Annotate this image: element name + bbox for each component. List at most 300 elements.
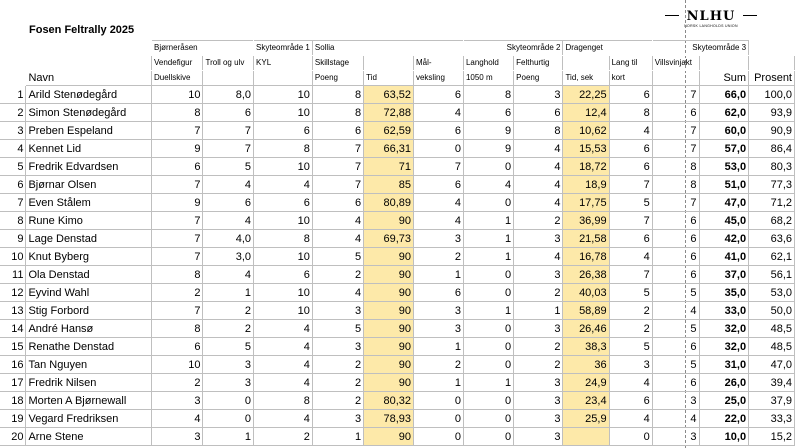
felthurtig-tid-cell: 26,46 bbox=[563, 320, 609, 338]
rank-number: 19 bbox=[1, 410, 26, 428]
skillstage-poeng-cell: 4 bbox=[312, 212, 363, 230]
malveksling-cell: 1 bbox=[413, 266, 463, 284]
langhold-cell: 9 bbox=[463, 122, 513, 140]
vendefigur-cell: 2 bbox=[152, 284, 203, 302]
felthurtig-tid-cell: 38,3 bbox=[563, 338, 609, 356]
sum-cell: 33,0 bbox=[699, 302, 749, 320]
skillstage-poeng-cell: 8 bbox=[312, 86, 363, 104]
villsvinjakt-cell: 8 bbox=[652, 176, 699, 194]
troll-og-ulv-cell: 1 bbox=[203, 428, 254, 446]
vendefigur-cell: 8 bbox=[152, 266, 203, 284]
competitor-name: Kennet Lid bbox=[26, 140, 152, 158]
villsvinjakt-cell: 8 bbox=[652, 158, 699, 176]
table-row bbox=[1, 230, 800, 248]
logo-subtitle: NORSK LANGHOLDS UNION bbox=[684, 24, 738, 28]
langhold-cell: 0 bbox=[463, 356, 513, 374]
kyl-cell: 10 bbox=[254, 212, 313, 230]
kyl-cell: 8 bbox=[254, 140, 313, 158]
table-row bbox=[1, 194, 800, 212]
sum-cell: 35,0 bbox=[699, 284, 749, 302]
villsvinjakt-cell: 7 bbox=[652, 140, 699, 158]
skillstage-poeng-cell: 5 bbox=[312, 320, 363, 338]
vendefigur-cell: 3 bbox=[152, 392, 203, 410]
kyl-cell: 10 bbox=[254, 284, 313, 302]
table-row bbox=[1, 392, 800, 410]
skillstage-poeng-cell: 1 bbox=[312, 428, 363, 446]
kyl-cell: 4 bbox=[254, 320, 313, 338]
villsvinjakt-cell: 5 bbox=[652, 284, 699, 302]
rank-number: 11 bbox=[1, 266, 26, 284]
col-header-11b bbox=[652, 71, 699, 86]
rank-number: 7 bbox=[1, 194, 26, 212]
skillstage-poeng-cell: 3 bbox=[312, 338, 363, 356]
percent-cell: 68,2 bbox=[749, 212, 795, 230]
troll-og-ulv-cell: 7 bbox=[203, 140, 254, 158]
percent-cell: 77,3 bbox=[749, 176, 795, 194]
villsvinjakt-cell: 4 bbox=[652, 302, 699, 320]
malveksling-cell: 4 bbox=[413, 194, 463, 212]
sum-cell: 25,0 bbox=[699, 392, 749, 410]
percent-cell: 33,3 bbox=[749, 410, 795, 428]
sum-cell: 62,0 bbox=[699, 104, 749, 122]
vendefigur-cell: 8 bbox=[152, 104, 203, 122]
felthurtig-poeng-cell: 3 bbox=[514, 230, 563, 248]
troll-og-ulv-cell: 3,0 bbox=[203, 248, 254, 266]
sum-cell: 60,0 bbox=[699, 122, 749, 140]
felthurtig-poeng-cell: 2 bbox=[514, 338, 563, 356]
col-header-1b: Duellskive bbox=[152, 71, 203, 86]
felthurtig-poeng-cell: 3 bbox=[514, 428, 563, 446]
villsvinjakt-cell: 4 bbox=[652, 410, 699, 428]
logo-left-bar bbox=[665, 15, 679, 16]
skillstage-tid-cell: 90 bbox=[364, 338, 414, 356]
sheet-title: Fosen Feltrally 2025 bbox=[29, 24, 135, 36]
kyl-cell: 10 bbox=[254, 86, 313, 104]
header-row-2 bbox=[1, 71, 800, 86]
results-table bbox=[0, 40, 800, 446]
kyl-cell: 10 bbox=[254, 158, 313, 176]
malveksling-cell: 3 bbox=[413, 302, 463, 320]
skillstage-tid-cell: 62,59 bbox=[364, 122, 414, 140]
malveksling-cell: 4 bbox=[413, 212, 463, 230]
group-subtitle-3: Skyteområde 3 bbox=[652, 41, 748, 56]
rank-number: 14 bbox=[1, 320, 26, 338]
lang-til-kort-cell: 7 bbox=[609, 176, 652, 194]
percent-cell: 63,6 bbox=[749, 230, 795, 248]
table-row bbox=[1, 410, 800, 428]
col-header-9b: Tid, sek bbox=[563, 71, 609, 86]
felthurtig-poeng-cell: 3 bbox=[514, 392, 563, 410]
vendefigur-cell: 10 bbox=[152, 86, 203, 104]
rank-number: 13 bbox=[1, 302, 26, 320]
sum-header: Sum bbox=[699, 71, 749, 86]
villsvinjakt-cell: 3 bbox=[652, 392, 699, 410]
sum-cell: 10,0 bbox=[699, 428, 749, 446]
skillstage-tid-cell: 90 bbox=[364, 374, 414, 392]
felthurtig-tid-cell: 10,62 bbox=[563, 122, 609, 140]
rank-number: 2 bbox=[1, 104, 26, 122]
sum-cell: 37,0 bbox=[699, 266, 749, 284]
felthurtig-poeng-cell: 3 bbox=[514, 410, 563, 428]
felthurtig-poeng-cell: 4 bbox=[514, 158, 563, 176]
skillstage-tid-cell: 71 bbox=[364, 158, 414, 176]
kyl-cell: 4 bbox=[254, 338, 313, 356]
percent-cell: 48,5 bbox=[749, 338, 795, 356]
percent-cell: 15,2 bbox=[749, 428, 795, 446]
felthurtig-poeng-cell: 3 bbox=[514, 374, 563, 392]
col-header-3b bbox=[254, 71, 313, 86]
sum-cell: 66,0 bbox=[699, 86, 749, 104]
col-header-8: Felthurtig bbox=[514, 56, 563, 71]
kyl-cell: 2 bbox=[254, 428, 313, 446]
skillstage-poeng-cell: 5 bbox=[312, 248, 363, 266]
competitor-name: Bjørnar Olsen bbox=[26, 176, 152, 194]
felthurtig-poeng-cell: 1 bbox=[514, 302, 563, 320]
table-row bbox=[1, 158, 800, 176]
villsvinjakt-cell: 6 bbox=[652, 212, 699, 230]
table-row bbox=[1, 86, 800, 104]
skillstage-poeng-cell: 8 bbox=[312, 104, 363, 122]
felthurtig-poeng-cell: 4 bbox=[514, 140, 563, 158]
vendefigur-cell: 2 bbox=[152, 374, 203, 392]
kyl-cell: 6 bbox=[254, 266, 313, 284]
villsvinjakt-cell: 6 bbox=[652, 338, 699, 356]
name-header: Navn bbox=[26, 71, 152, 86]
skillstage-poeng-cell: 7 bbox=[312, 158, 363, 176]
col-header-10: Lang til bbox=[609, 56, 652, 71]
troll-og-ulv-cell: 6 bbox=[203, 104, 254, 122]
kyl-cell: 8 bbox=[254, 392, 313, 410]
villsvinjakt-cell: 6 bbox=[652, 104, 699, 122]
col-header-6b: veksling bbox=[413, 71, 463, 86]
skillstage-poeng-cell: 2 bbox=[312, 392, 363, 410]
kyl-cell: 8 bbox=[254, 230, 313, 248]
skillstage-poeng-cell: 7 bbox=[312, 140, 363, 158]
felthurtig-tid-cell: 26,38 bbox=[563, 266, 609, 284]
sum-cell: 53,0 bbox=[699, 158, 749, 176]
felthurtig-tid-cell: 21,58 bbox=[563, 230, 609, 248]
malveksling-cell: 6 bbox=[413, 176, 463, 194]
competitor-name: André Hansø bbox=[26, 320, 152, 338]
felthurtig-poeng-cell: 3 bbox=[514, 320, 563, 338]
langhold-cell: 1 bbox=[463, 248, 513, 266]
competitor-name: Vegard Fredriksen bbox=[26, 410, 152, 428]
percent-cell: 39,4 bbox=[749, 374, 795, 392]
villsvinjakt-cell: 5 bbox=[652, 320, 699, 338]
troll-og-ulv-cell: 4 bbox=[203, 212, 254, 230]
skillstage-tid-cell: 90 bbox=[364, 356, 414, 374]
lang-til-kort-cell: 6 bbox=[609, 392, 652, 410]
col-header-4: Skillstage bbox=[312, 56, 363, 71]
troll-og-ulv-cell: 3 bbox=[203, 374, 254, 392]
villsvinjakt-cell: 6 bbox=[652, 266, 699, 284]
lang-til-kort-cell: 6 bbox=[609, 140, 652, 158]
lang-til-kort-cell: 6 bbox=[609, 158, 652, 176]
langhold-cell: 0 bbox=[463, 410, 513, 428]
langhold-cell: 0 bbox=[463, 266, 513, 284]
felthurtig-tid-cell: 16,78 bbox=[563, 248, 609, 266]
skillstage-tid-cell: 90 bbox=[364, 302, 414, 320]
sum-cell: 31,0 bbox=[699, 356, 749, 374]
rank-number: 8 bbox=[1, 212, 26, 230]
malveksling-cell: 2 bbox=[413, 356, 463, 374]
rank-number: 4 bbox=[1, 140, 26, 158]
competitor-name: Preben Espeland bbox=[26, 122, 152, 140]
troll-og-ulv-cell: 3 bbox=[203, 356, 254, 374]
col-header-10b: kort bbox=[609, 71, 652, 86]
langhold-cell: 6 bbox=[463, 104, 513, 122]
vendefigur-cell: 9 bbox=[152, 194, 203, 212]
nlhu-logo bbox=[667, 9, 755, 31]
competitor-name: Rune Kimo bbox=[26, 212, 152, 230]
langhold-cell: 0 bbox=[463, 158, 513, 176]
group-title-dragenget: Dragenget bbox=[563, 41, 652, 56]
table-row bbox=[1, 266, 800, 284]
sum-cell: 47,0 bbox=[699, 194, 749, 212]
troll-og-ulv-cell: 7 bbox=[203, 122, 254, 140]
felthurtig-poeng-cell: 8 bbox=[514, 122, 563, 140]
skillstage-poeng-cell: 6 bbox=[312, 194, 363, 212]
villsvinjakt-cell: 7 bbox=[652, 86, 699, 104]
kyl-cell: 6 bbox=[254, 122, 313, 140]
rank-number: 3 bbox=[1, 122, 26, 140]
troll-og-ulv-cell: 4,0 bbox=[203, 230, 254, 248]
percent-cell: 62,1 bbox=[749, 248, 795, 266]
lang-til-kort-cell: 7 bbox=[609, 212, 652, 230]
group-title-bjorneraasen: Bjørneråsen bbox=[152, 41, 254, 56]
kyl-cell: 6 bbox=[254, 194, 313, 212]
competitor-name: Ola Denstad bbox=[26, 266, 152, 284]
felthurtig-poeng-cell: 4 bbox=[514, 176, 563, 194]
col-header-2: Troll og ulv bbox=[203, 56, 254, 71]
group-title-sollia: Sollia bbox=[312, 41, 463, 56]
rank-number: 1 bbox=[1, 86, 26, 104]
felthurtig-tid-cell: 36,99 bbox=[563, 212, 609, 230]
percent-cell: 37,9 bbox=[749, 392, 795, 410]
malveksling-cell: 1 bbox=[413, 374, 463, 392]
header-row-1 bbox=[1, 56, 800, 71]
skillstage-tid-cell: 90 bbox=[364, 428, 414, 446]
skillstage-tid-cell: 90 bbox=[364, 212, 414, 230]
langhold-cell: 0 bbox=[463, 284, 513, 302]
table-row bbox=[1, 284, 800, 302]
lang-til-kort-cell: 4 bbox=[609, 248, 652, 266]
felthurtig-poeng-cell: 4 bbox=[514, 248, 563, 266]
troll-og-ulv-cell: 8,0 bbox=[203, 86, 254, 104]
table-row bbox=[1, 248, 800, 266]
col-header-3: KYL bbox=[254, 56, 313, 71]
troll-og-ulv-cell: 4 bbox=[203, 176, 254, 194]
table-row bbox=[1, 176, 800, 194]
felthurtig-poeng-cell: 4 bbox=[514, 194, 563, 212]
group-subtitle-2: Skyteområde 2 bbox=[463, 41, 563, 56]
skillstage-tid-cell: 90 bbox=[364, 266, 414, 284]
rank-number: 12 bbox=[1, 284, 26, 302]
rank-number: 15 bbox=[1, 338, 26, 356]
villsvinjakt-cell: 6 bbox=[652, 374, 699, 392]
lang-til-kort-cell: 0 bbox=[609, 428, 652, 446]
troll-og-ulv-cell: 0 bbox=[203, 392, 254, 410]
skillstage-poeng-cell: 3 bbox=[312, 302, 363, 320]
logo-right-bar bbox=[743, 15, 757, 16]
sum-cell: 57,0 bbox=[699, 140, 749, 158]
lang-til-kort-cell: 5 bbox=[609, 284, 652, 302]
header-group-row bbox=[1, 41, 800, 56]
felthurtig-poeng-cell: 2 bbox=[514, 284, 563, 302]
rank-number: 9 bbox=[1, 230, 26, 248]
vendefigur-cell: 7 bbox=[152, 230, 203, 248]
percent-header: Prosent bbox=[749, 71, 795, 86]
malveksling-cell: 7 bbox=[413, 158, 463, 176]
competitor-name: Lage Denstad bbox=[26, 230, 152, 248]
skillstage-tid-cell: 63,52 bbox=[364, 86, 414, 104]
skillstage-poeng-cell: 4 bbox=[312, 284, 363, 302]
lang-til-kort-cell: 2 bbox=[609, 302, 652, 320]
competitor-name: Morten A Bjørnewall bbox=[26, 392, 152, 410]
skillstage-tid-cell: 80,89 bbox=[364, 194, 414, 212]
sum-cell: 45,0 bbox=[699, 212, 749, 230]
table-row bbox=[1, 140, 800, 158]
vendefigur-cell: 10 bbox=[152, 356, 203, 374]
skillstage-poeng-cell: 3 bbox=[312, 410, 363, 428]
vendefigur-cell: 9 bbox=[152, 140, 203, 158]
kyl-cell: 10 bbox=[254, 104, 313, 122]
troll-og-ulv-cell: 4 bbox=[203, 266, 254, 284]
col-header-4b: Poeng bbox=[312, 71, 363, 86]
kyl-cell: 10 bbox=[254, 248, 313, 266]
vendefigur-cell: 4 bbox=[152, 410, 203, 428]
langhold-cell: 9 bbox=[463, 140, 513, 158]
felthurtig-poeng-cell: 2 bbox=[514, 356, 563, 374]
percent-cell: 90,9 bbox=[749, 122, 795, 140]
lang-til-kort-cell: 8 bbox=[609, 104, 652, 122]
sum-cell: 42,0 bbox=[699, 230, 749, 248]
malveksling-cell: 1 bbox=[413, 338, 463, 356]
lang-til-kort-cell: 6 bbox=[609, 230, 652, 248]
skillstage-tid-cell: 85 bbox=[364, 176, 414, 194]
felthurtig-tid-cell: 18,72 bbox=[563, 158, 609, 176]
competitor-name: Tan Nguyen bbox=[26, 356, 152, 374]
skillstage-tid-cell: 90 bbox=[364, 248, 414, 266]
rank-number: 18 bbox=[1, 392, 26, 410]
table-row bbox=[1, 338, 800, 356]
malveksling-cell: 3 bbox=[413, 230, 463, 248]
rank-number: 10 bbox=[1, 248, 26, 266]
table-row bbox=[1, 356, 800, 374]
table-row bbox=[1, 428, 800, 446]
malveksling-cell: 6 bbox=[413, 122, 463, 140]
skillstage-tid-cell: 90 bbox=[364, 320, 414, 338]
vendefigur-cell: 7 bbox=[152, 248, 203, 266]
competitor-name: Even Stålem bbox=[26, 194, 152, 212]
skillstage-tid-cell: 78,93 bbox=[364, 410, 414, 428]
competitor-name: Arne Stene bbox=[26, 428, 152, 446]
competitor-name: Fredrik Edvardsen bbox=[26, 158, 152, 176]
kyl-cell: 4 bbox=[254, 374, 313, 392]
skillstage-poeng-cell: 4 bbox=[312, 230, 363, 248]
percent-cell: 47,0 bbox=[749, 356, 795, 374]
lang-til-kort-cell: 5 bbox=[609, 338, 652, 356]
felthurtig-poeng-cell: 3 bbox=[514, 86, 563, 104]
malveksling-cell: 3 bbox=[413, 320, 463, 338]
table-row bbox=[1, 122, 800, 140]
competitor-name: Arild Stenødegård bbox=[26, 86, 152, 104]
rank-number: 17 bbox=[1, 374, 26, 392]
felthurtig-poeng-cell: 6 bbox=[514, 104, 563, 122]
felthurtig-poeng-cell: 2 bbox=[514, 212, 563, 230]
felthurtig-tid-cell bbox=[563, 428, 609, 446]
felthurtig-tid-cell: 40,03 bbox=[563, 284, 609, 302]
malveksling-cell: 0 bbox=[413, 428, 463, 446]
vendefigur-cell: 7 bbox=[152, 122, 203, 140]
malveksling-cell: 6 bbox=[413, 86, 463, 104]
lang-til-kort-cell: 4 bbox=[609, 122, 652, 140]
percent-cell: 50,0 bbox=[749, 302, 795, 320]
skillstage-poeng-cell: 2 bbox=[312, 356, 363, 374]
kyl-cell: 4 bbox=[254, 410, 313, 428]
group-subtitle-1: Skyteområde 1 bbox=[254, 41, 313, 56]
percent-cell: 86,4 bbox=[749, 140, 795, 158]
felthurtig-tid-cell: 22,25 bbox=[563, 86, 609, 104]
table-row bbox=[1, 374, 800, 392]
langhold-cell: 1 bbox=[463, 374, 513, 392]
col-header-8b: Poeng bbox=[514, 71, 563, 86]
percent-cell: 56,1 bbox=[749, 266, 795, 284]
felthurtig-tid-cell: 18,9 bbox=[563, 176, 609, 194]
lang-til-kort-cell: 4 bbox=[609, 410, 652, 428]
table-row bbox=[1, 320, 800, 338]
table-row bbox=[1, 302, 800, 320]
percent-cell: 93,9 bbox=[749, 104, 795, 122]
felthurtig-tid-cell: 17,75 bbox=[563, 194, 609, 212]
col-header-7: Langhold bbox=[463, 56, 513, 71]
col-header-9 bbox=[563, 56, 609, 71]
sum-cell: 26,0 bbox=[699, 374, 749, 392]
skillstage-tid-cell: 90 bbox=[364, 284, 414, 302]
malveksling-cell: 4 bbox=[413, 104, 463, 122]
percent-cell: 80,3 bbox=[749, 158, 795, 176]
col-header-2b bbox=[203, 71, 254, 86]
col-header-7b: 1050 m bbox=[463, 71, 513, 86]
malveksling-cell: 0 bbox=[413, 392, 463, 410]
sum-cell: 41,0 bbox=[699, 248, 749, 266]
rank-number: 5 bbox=[1, 158, 26, 176]
langhold-cell: 1 bbox=[463, 212, 513, 230]
malveksling-cell: 0 bbox=[413, 140, 463, 158]
col-header-11: Villsvinjakt bbox=[652, 56, 699, 71]
skillstage-poeng-cell: 2 bbox=[312, 266, 363, 284]
vendefigur-cell: 7 bbox=[152, 302, 203, 320]
col-header-5 bbox=[364, 56, 414, 71]
villsvinjakt-cell: 3 bbox=[652, 428, 699, 446]
percent-cell: 100,0 bbox=[749, 86, 795, 104]
skillstage-poeng-cell: 6 bbox=[312, 122, 363, 140]
lang-til-kort-cell: 7 bbox=[609, 266, 652, 284]
villsvinjakt-cell: 5 bbox=[652, 356, 699, 374]
sum-cell: 51,0 bbox=[699, 176, 749, 194]
competitor-name: Fredrik Nilsen bbox=[26, 374, 152, 392]
vendefigur-cell: 3 bbox=[152, 428, 203, 446]
felthurtig-tid-cell: 58,89 bbox=[563, 302, 609, 320]
vendefigur-cell: 6 bbox=[152, 338, 203, 356]
troll-og-ulv-cell: 1 bbox=[203, 284, 254, 302]
sum-cell: 32,0 bbox=[699, 338, 749, 356]
langhold-cell: 8 bbox=[463, 86, 513, 104]
felthurtig-tid-cell: 15,53 bbox=[563, 140, 609, 158]
logo-text: NLHU bbox=[686, 9, 736, 24]
felthurtig-tid-cell: 23,4 bbox=[563, 392, 609, 410]
vendefigur-cell: 8 bbox=[152, 320, 203, 338]
